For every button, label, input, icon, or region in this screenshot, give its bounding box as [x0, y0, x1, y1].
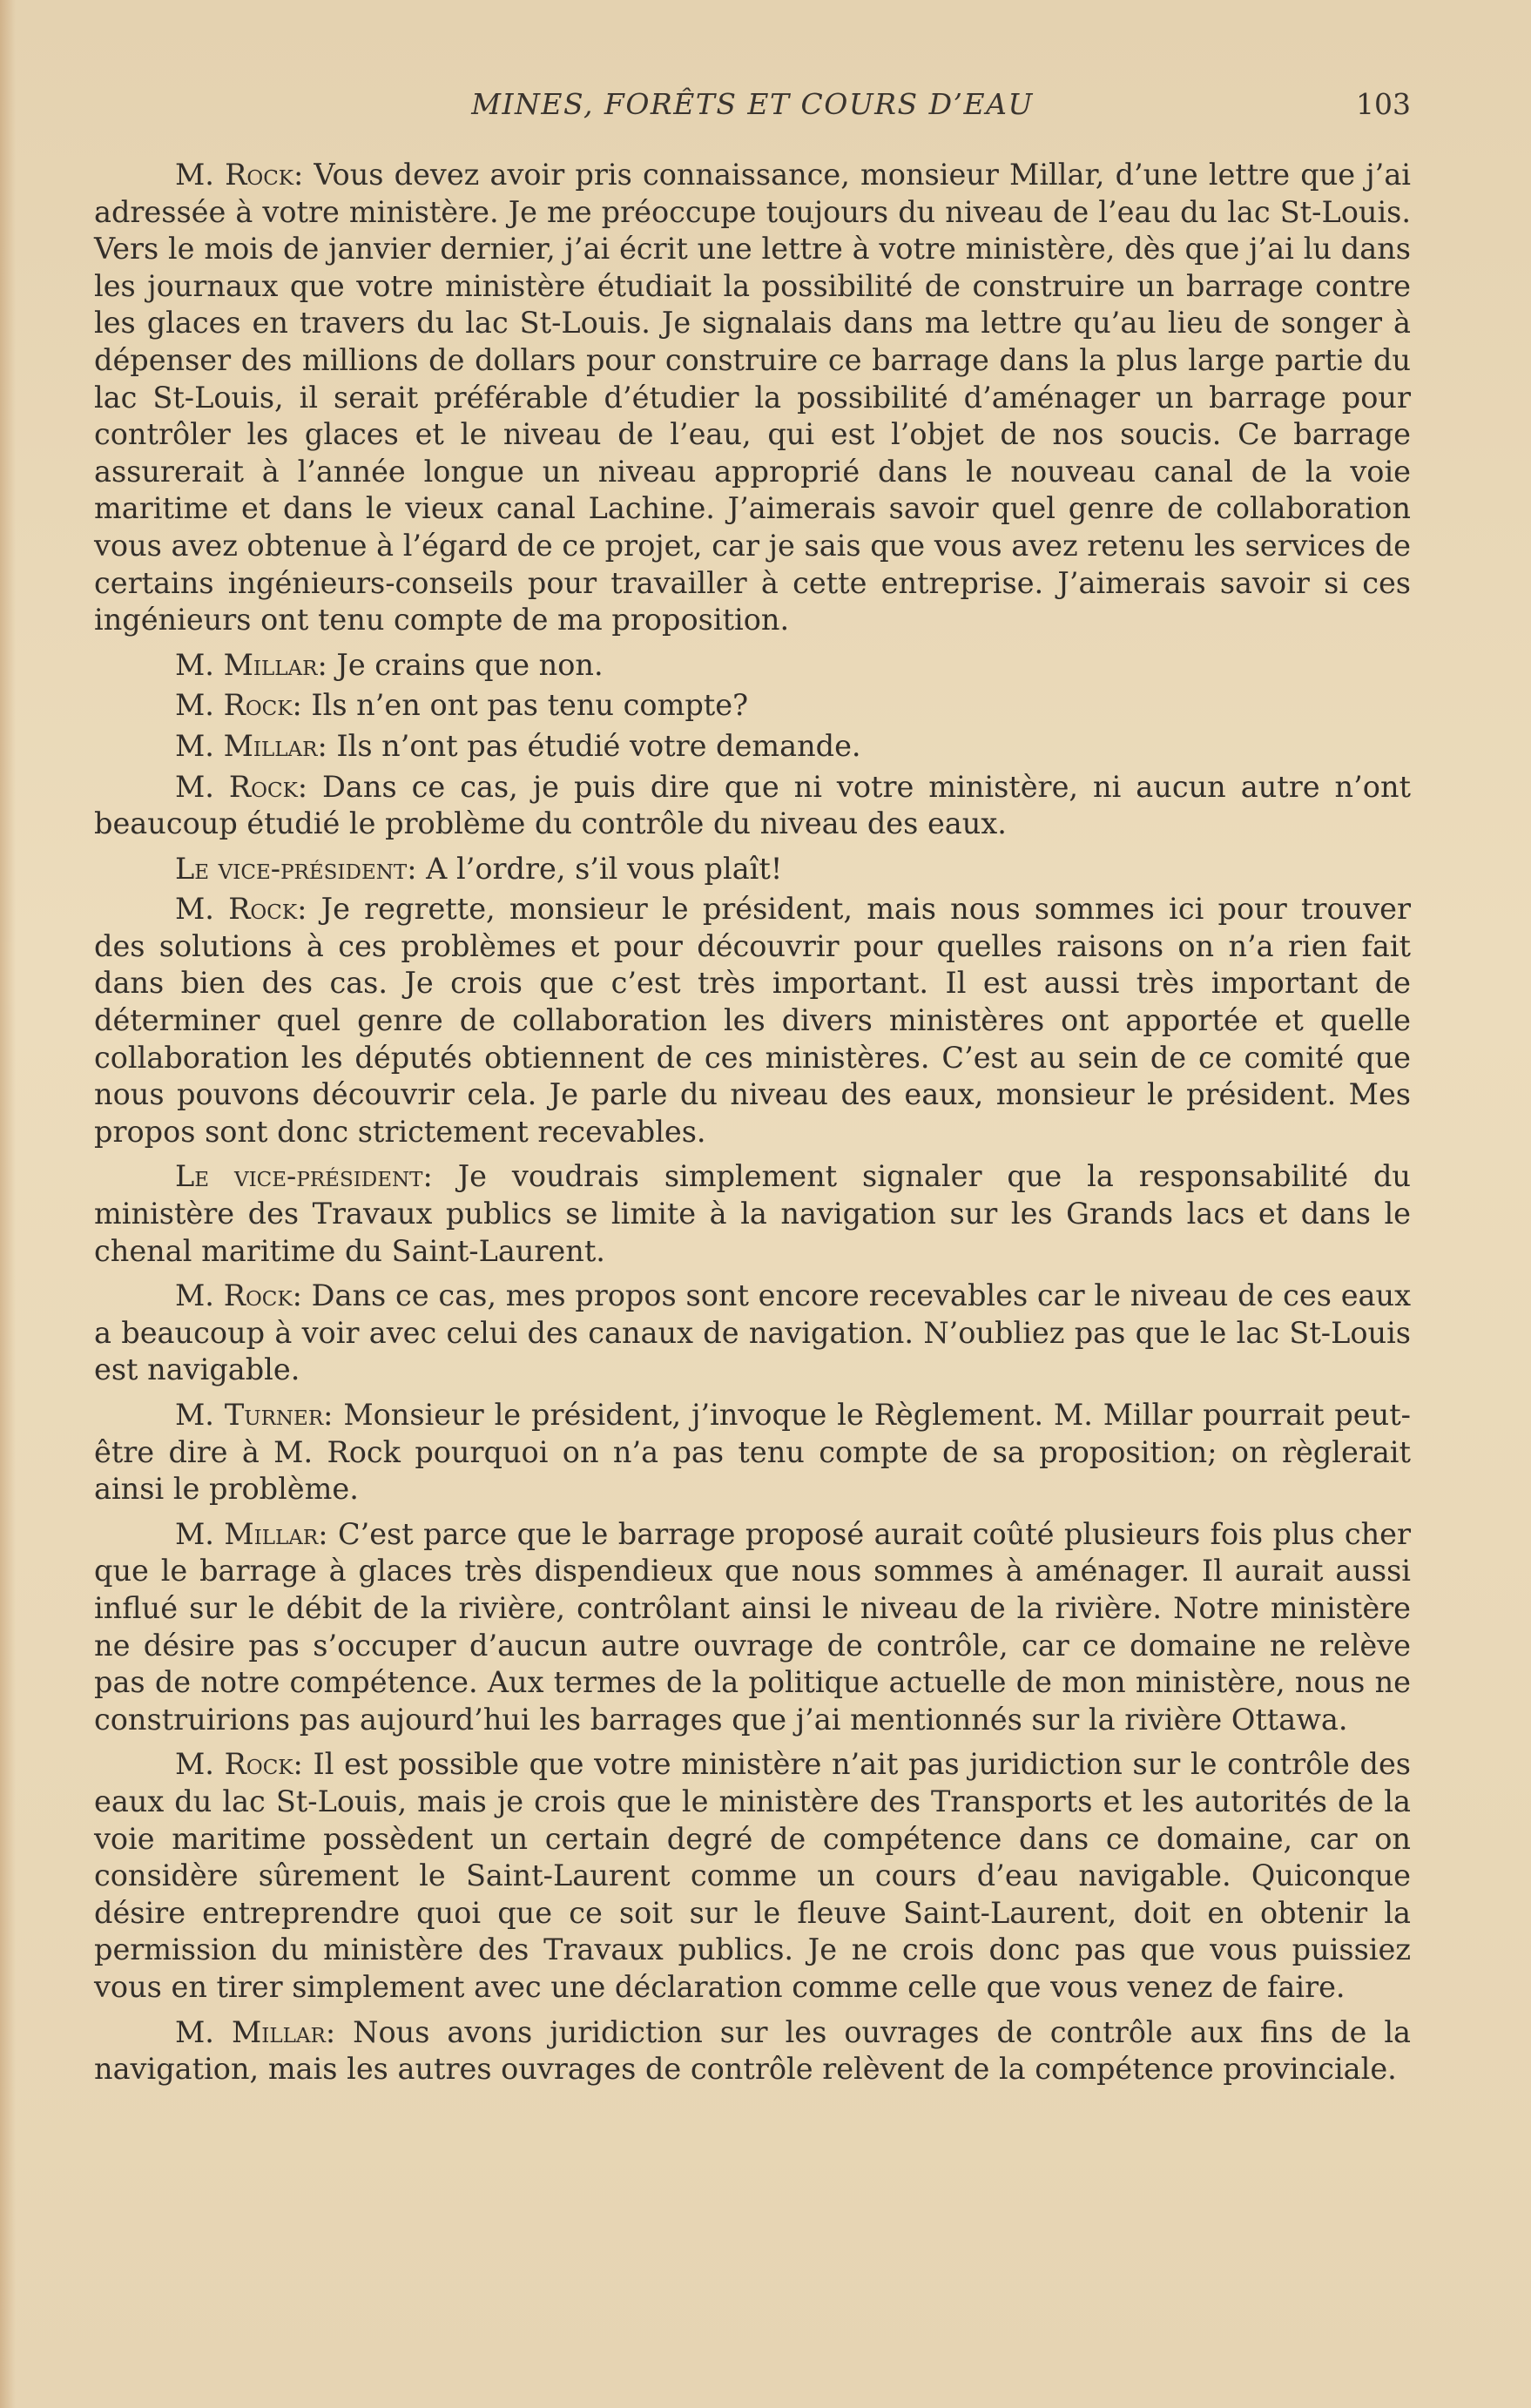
speaker-label: M. Millar: [175, 1516, 328, 1551]
page-header [94, 87, 1411, 136]
paragraph-12 [94, 1746, 1411, 2006]
paragraph-8 [94, 1158, 1411, 1270]
paragraph-text: Ils n’ont pas étudié votre demande. [327, 728, 861, 763]
paragraph-text: Monsieur le président, j’invoque le Règlement. M. Millar pourrait peut-être dire à M. Rock pourquoi on n’a pas tenu compte de sa proposition; on règlerait ainsi le problème. [94, 1398, 1411, 1507]
speaker-label: M. Rock: [175, 1278, 302, 1313]
paragraph-text: Dans ce cas, mes propos sont encore recevables car le niveau de ces eaux a beaucoup à voir avec celui des canaux de navigation. N’oubliez pas que le lac St-Louis est navigable. [94, 1278, 1411, 1387]
paragraph-text: Il est possible que votre ministère n’ait pas juridiction sur le contrôle des eaux du lac St-Louis, mais je crois que le ministère des Transports et les autorités de la voie maritime possèdent un certain degré de compétence dans ce domaine, car on considère sûrement le Saint-Laurent comme un cours d’eau navigable. Quiconque désire entreprendre quoi que ce soit sur le fleuve Saint-Laurent, doit en obtenir la permission du ministère des Travaux publics. Je ne crois donc pas que vous puissiez vous en tirer simplement avec une déclaration comme celle que vous venez de faire. [94, 1747, 1411, 2004]
running-title: MINES, FORÊTS ET COURS D’EAU [471, 87, 1034, 121]
speaker-label: Le vice-président: [175, 1159, 433, 1194]
paragraph-text: Vous devez avoir pris connaissance, monsieur Millar, d’une lettre que j’ai adressée à votre ministère. Je me préoccupe toujours du niveau de l’eau du lac St-Louis. Vers le mois de janvier dernier, j’ai écrit une lettre à votre ministère, dès que j’ai lu dans les journaux que votre ministère étudiait la possibilité de construire un barrage contre les glaces en travers du lac St-Louis. Je signalais dans ma lettre qu’au lieu de songer à dépenser des millions de dollars pour construire ce barrage dans la plus large partie du lac St-Louis, il serait préférable d’étudier la possibilité d’aménager un barrage pour contrôler les glaces et le niveau de l’eau, qui est l’objet de nos soucis. Ce barrage assurerait à l’année longue un niveau approprié dans le nouveau canal de la voie maritime et dans le vieux canal Lachine. J’aimerais savoir quel genre de collaboration vous avez obtenue à l’égard de ce projet, car je sais que vous avez retenu les services de certains ingénieurs-conseils pour travailler à cette entreprise. J’aimerais savoir si ces ingénieurs ont tenu compte de ma proposition. [94, 158, 1412, 637]
paragraph-13 [94, 2014, 1411, 2088]
paragraph-7 [94, 891, 1411, 1150]
paragraph-5 [94, 769, 1411, 843]
paragraph-6 [94, 851, 1411, 888]
paragraph-11 [94, 1516, 1411, 1739]
paragraph-text: C’est parce que le barrage proposé aurait coûté plusieurs fois plus cher que le barrage à glaces très dispendieux que nous sommes à aménager. Il aurait aussi influé sur le débit de la rivière, contrôlant ainsi le niveau de la rivière. Notre ministère ne désire pas s’occuper d’aucun autre ouvrage de contrôle, car ce domaine ne relève pas de notre compétence. Aux termes de la politique actuelle de mon ministère, nous ne construirions pas aujourd’hui les barrages que j’ai mentionnés sur la rivière Ottawa. [94, 1516, 1412, 1737]
paragraph-text: Je crains que non. [327, 647, 604, 682]
speaker-label: M. Rock: [175, 158, 304, 192]
speaker-label: M. Rock: [175, 1747, 303, 1782]
speaker-label: M. Turner: [175, 1398, 334, 1432]
paragraph-text: Je regrette, monsieur le président, mais nous sommes ici pour trouver des solutions à ces problèmes et pour découvrir pour quelles raisons on n’a rien fait dans bien des cas. Je crois que c’est très important. Il est aussi très important de déterminer quel genre de collaboration les divers ministères ont apportée et quelle collaboration les députés obtiennent de ces ministères. C’est au sein de ce comité que nous pouvons découvrir cela. Je parle du niveau des eaux, monsieur le président. Mes propos sont donc strictement recevables. [94, 892, 1412, 1149]
paragraph-10 [94, 1397, 1411, 1508]
speaker-label: M. Rock: [175, 892, 307, 927]
paragraph-text: Nous avons juridiction sur les ouvrages de contrôle aux fins de la navigation, mais les autres ouvrages de contrôle relèvent de la compétence provinciale. [94, 2014, 1412, 2087]
speaker-label: M. Rock: [175, 688, 302, 723]
speaker-label: M. Millar: [175, 728, 327, 763]
paragraph-2 [94, 647, 1411, 685]
speaker-label: M. Millar: [175, 647, 327, 682]
paragraph-text: Je voudrais simplement signaler que la responsabilité du ministère des Travaux publics se limite à la navigation sur les Grands lacs et dans le chenal maritime du Saint-Laurent. [94, 1159, 1411, 1268]
paragraph-1 [94, 157, 1411, 639]
paragraph-3 [94, 687, 1411, 725]
paragraph-4 [94, 728, 1411, 766]
paragraph-text: A l’ordre, s’il vous plaît! [416, 851, 783, 886]
paragraph-text: Dans ce cas, je puis dire que ni votre ministère, ni aucun autre n’ont beaucoup étudié le problème du contrôle du niveau des eaux. [94, 769, 1411, 841]
transcript-body [94, 157, 1411, 2096]
speaker-label: M. Millar: [175, 2014, 336, 2049]
page-number: 103 [1356, 87, 1411, 121]
paragraph-text: Ils n’en ont pas tenu compte? [301, 688, 749, 723]
speaker-label: Le vice-président: [175, 851, 417, 886]
paragraph-9 [94, 1278, 1411, 1389]
speaker-label: M. Rock: [175, 769, 308, 804]
